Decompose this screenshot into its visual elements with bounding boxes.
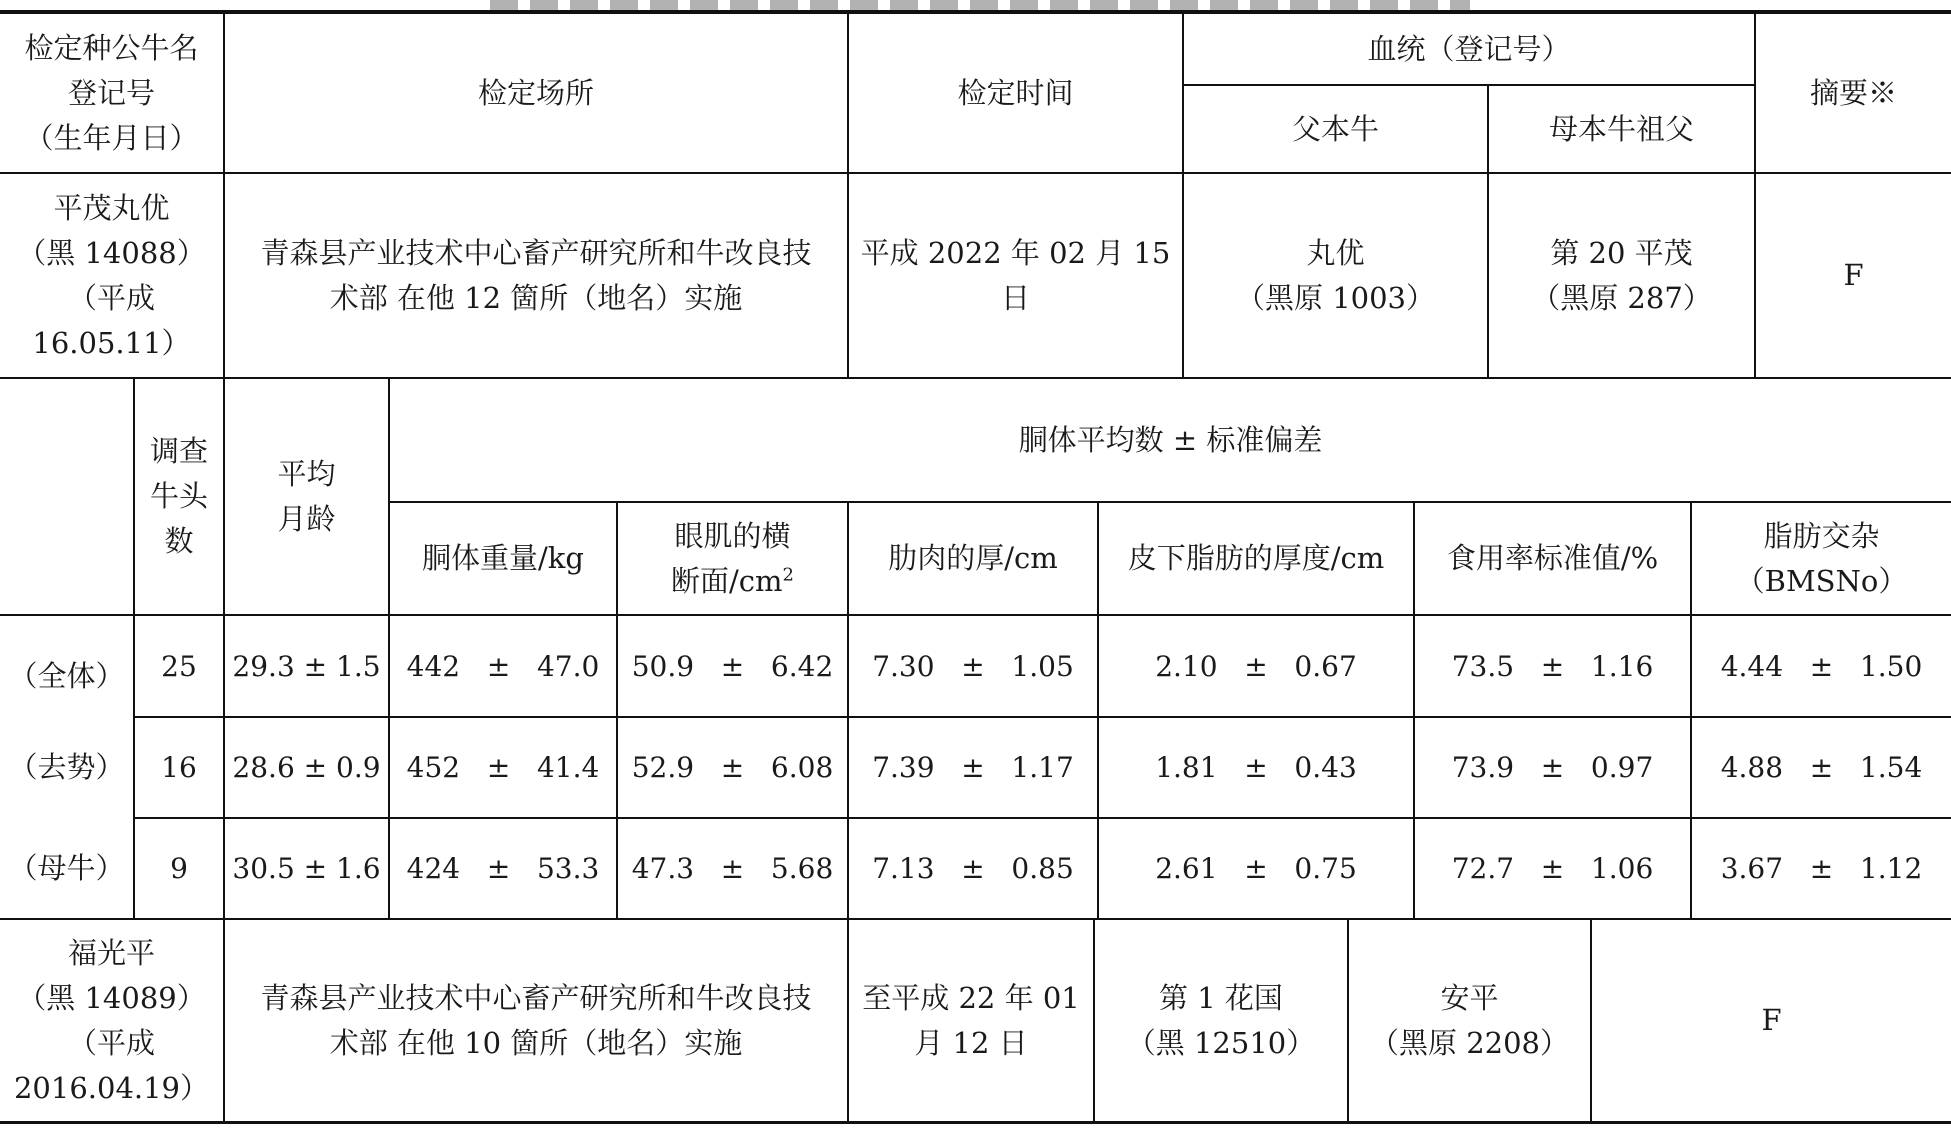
header-ribeye-area — [618, 503, 847, 614]
bull2-summary: F — [1761, 1003, 1782, 1037]
row-bms: 4.88 ± 1.54 — [1720, 751, 1923, 784]
header-pedigree: 血统（登记号） — [1367, 31, 1571, 66]
row-count: 16 — [161, 751, 197, 784]
header-location: 检定场所 — [477, 75, 594, 110]
ribeye-label-unit: 断面/cm — [671, 563, 783, 598]
row-fat: 1.81 ± 0.43 — [1155, 751, 1357, 784]
row-yield: 73.9 ± 0.97 — [1451, 751, 1654, 784]
row-ribeye: 47.3 ± 5.68 — [631, 852, 834, 885]
row-rib: 7.30 ± 1.05 — [872, 649, 1074, 683]
header-rib-thickness: 肋肉的厚/cm — [888, 541, 1058, 575]
bull1-name: 平茂丸优 （黑 14088） （平成 16.05.11） — [17, 190, 206, 360]
row-label: （全体） — [8, 658, 125, 693]
bull1-location: 青森县产业技术中心畜产研究所和牛改良技 术部 在他 12 箇所（地名）实施 — [260, 235, 812, 315]
bull2-location: 青森县产业技术中心畜产研究所和牛改良技 术部 在他 10 箇所（地名）实施 — [260, 980, 812, 1060]
row-bms: 3.67 ± 1.12 — [1720, 852, 1923, 885]
header-maternal-grandsire: 母本牛祖父 — [1548, 111, 1694, 146]
header-average-age: 平均 月龄 — [277, 456, 336, 536]
bull2-period: 至平成 22 年 01 月 12 日 — [862, 980, 1080, 1060]
bull1-period: 平成 2022 年 02 月 15 日 — [860, 235, 1171, 315]
header-bull-name: 检定种公牛名 登记号 （生年月日） — [24, 30, 199, 155]
ribeye-label-superscript: 2 — [782, 563, 794, 585]
bull1-sire: 丸优 （黑原 1003） — [1235, 235, 1436, 315]
row-count: 9 — [170, 852, 188, 885]
row-fat: 2.61 ± 0.75 — [1155, 852, 1357, 885]
bull2-sire: 第 1 花国 （黑 12510） — [1126, 980, 1316, 1060]
row-count: 25 — [161, 649, 197, 683]
header-period: 检定时间 — [957, 75, 1074, 110]
row-weight: 452 ± 41.4 — [406, 751, 600, 784]
header-sire: 父本牛 — [1291, 111, 1379, 146]
row-weight: 442 ± 47.0 — [406, 649, 600, 683]
header-carcass-stats: 胴体平均数 ± 标准偏差 — [1018, 422, 1323, 457]
header-summary: 摘要※ — [1809, 75, 1897, 110]
row-age: 29.3 ± 1.5 — [232, 649, 381, 683]
bull1-summary: F — [1843, 258, 1864, 292]
ribeye-label-line1: 眼肌的横 — [674, 518, 791, 553]
header-yield: 食用率标准值/% — [1446, 541, 1659, 575]
row-yield: 72.7 ± 1.06 — [1451, 852, 1654, 885]
table-bottom-rule — [0, 1121, 1951, 1124]
header-fat-thickness: 皮下脂肪的厚度/cm — [1127, 541, 1385, 575]
bull2-name: 福光平 （黑 14089） （平成 2016.04.19） — [13, 935, 210, 1105]
bull1-maternal-grandsire: 第 20 平茂 （黑原 287） — [1531, 235, 1712, 315]
cropped-title-text — [490, 0, 1470, 10]
bull2-maternal-grandsire: 安平 （黑原 2208） — [1369, 980, 1570, 1060]
header-marbling: 脂肪交杂 （BMSNo） — [1735, 518, 1908, 598]
row-ribeye: 50.9 ± 6.42 — [631, 649, 834, 683]
row-ribeye: 52.9 ± 6.08 — [631, 751, 834, 784]
row-rib: 7.39 ± 1.17 — [872, 751, 1074, 784]
ribeye-label-line2 — [671, 559, 794, 604]
header-carcass-weight: 胴体重量/kg — [422, 541, 584, 575]
row-label: （母牛） — [8, 851, 125, 885]
row-age: 30.5 ± 1.6 — [232, 852, 381, 885]
row-rib: 7.13 ± 0.85 — [872, 852, 1074, 885]
row-age: 28.6 ± 0.9 — [232, 751, 381, 784]
row-bms: 4.44 ± 1.50 — [1720, 649, 1923, 683]
row-weight: 424 ± 53.3 — [406, 852, 600, 885]
row-yield: 73.5 ± 1.16 — [1451, 649, 1654, 683]
header-head-count: 调查 牛头 数 — [149, 434, 208, 558]
row-fat: 2.10 ± 0.67 — [1155, 649, 1357, 683]
row-label: （去势） — [8, 750, 125, 784]
